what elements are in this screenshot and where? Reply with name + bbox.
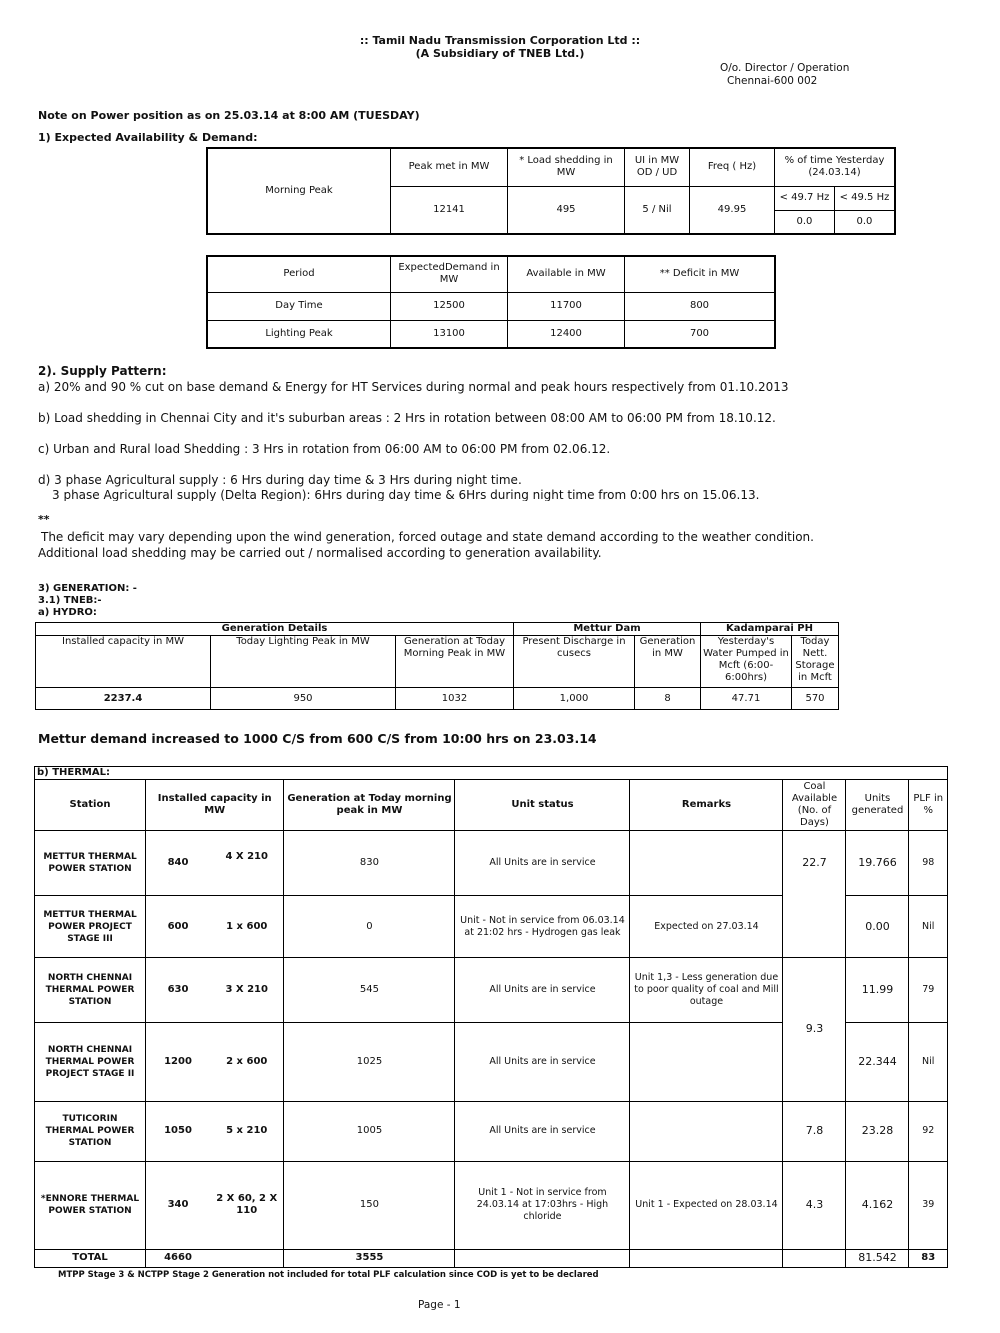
mettur-dam-group: Mettur Dam <box>514 623 701 636</box>
config-cell: 2 X 60, 2 X 110 <box>210 1161 284 1249</box>
total-capacity: 4660 <box>146 1249 211 1267</box>
plf-cell: Nil <box>909 896 948 958</box>
station-cell: METTUR THERMAL POWER PROJECT STAGE III <box>35 896 146 958</box>
units-cell: 19.766 <box>846 831 909 896</box>
lt-497-value: 0.0 <box>775 210 835 234</box>
page-number: Page - 1 <box>418 1299 461 1311</box>
demand-table <box>206 255 776 349</box>
total-plf: 83 <box>909 1249 948 1267</box>
table-row <box>207 292 775 320</box>
thermal-title: b) THERMAL: <box>35 767 948 780</box>
generation-cell: 1025 <box>284 1023 455 1101</box>
office-line-2: Chennai-600 002 <box>727 75 818 87</box>
plf-cell: 39 <box>909 1161 948 1249</box>
ui-header: UI in MW OD / UD <box>625 148 690 186</box>
water-pumped-value: 47.71 <box>701 688 792 710</box>
installed-capacity-header: Installed capacity in MW <box>36 636 211 688</box>
deficit-cell: 700 <box>625 320 776 348</box>
station-cell: METTUR THERMAL POWER STATION <box>35 831 146 896</box>
total-row <box>35 1249 948 1267</box>
total-label: TOTAL <box>35 1249 146 1267</box>
available-cell: 12400 <box>508 320 625 348</box>
kadamparai-group: Kadamparai PH <box>701 623 839 636</box>
thermal-footnote: MTPP Stage 3 & NCTPP Stage 2 Generation not included for total PLF calculation since COD is yet to be declared <box>58 1270 599 1280</box>
deficit-header: ** Deficit in MW <box>625 256 776 292</box>
expected-cell: 13100 <box>391 320 508 348</box>
unit-status-header: Unit status <box>455 780 630 831</box>
mettur-generation-header: Generation in MW <box>635 636 701 688</box>
status-cell: All Units are in service <box>455 1023 630 1101</box>
expected-cell: 12500 <box>391 292 508 320</box>
hydro-title: a) HYDRO: <box>38 607 97 618</box>
supply-b: b) Load shedding in Chennai City and it's suburban areas : 2 Hrs in rotation between 08:00 AM to 06:00 PM from 18.10.12. <box>38 411 776 425</box>
period-cell: Day Time <box>207 292 391 320</box>
remarks-cell: Expected on 27.03.14 <box>630 896 783 958</box>
coal-cell: 7.8 <box>783 1101 846 1161</box>
morning-peak-header: Generation at Today Morning Peak in MW <box>396 636 514 688</box>
lighting-peak-value: 950 <box>211 688 396 710</box>
table-row <box>35 1161 948 1249</box>
station-header: Station <box>35 780 146 831</box>
remarks-cell <box>630 1023 783 1101</box>
water-pumped-header: Yesterday's Water Pumped in Mcft (6:00-6:00hrs) <box>701 636 792 688</box>
expected-demand-header: ExpectedDemand in MW <box>391 256 508 292</box>
units-cell: 23.28 <box>846 1101 909 1161</box>
generation-heading <box>38 583 137 619</box>
table-row <box>35 958 948 1023</box>
total-units: 81.542 <box>846 1249 909 1267</box>
status-cell: Unit 1 - Not in service from 24.03.14 at 17:03hrs - High chloride <box>455 1161 630 1249</box>
status-cell: All Units are in service <box>455 831 630 896</box>
deficit-note: The deficit may vary depending upon the wind generation, forced outage and state demand according to the weather condition. Additional load shedding may be carried out / normalised according to generation availability. <box>38 530 814 560</box>
hydro-table <box>35 622 839 710</box>
capacity-cell: 1050 <box>146 1101 211 1161</box>
remarks-cell: Unit 1,3 - Less generation due to poor quality of coal and Mill outage <box>630 958 783 1023</box>
config-cell: 2 x 600 <box>210 1023 284 1101</box>
remarks-header: Remarks <box>630 780 783 831</box>
generation-title: 3) GENERATION: - <box>38 583 137 594</box>
generation-details-group: Generation Details <box>36 623 514 636</box>
units-header: Units generated <box>846 780 909 831</box>
table-row <box>35 831 948 896</box>
capacity-cell: 840 <box>146 831 211 896</box>
deficit-cell: 800 <box>625 292 776 320</box>
office-line-1: O/o. Director / Operation <box>720 62 850 74</box>
units-cell: 22.344 <box>846 1023 909 1101</box>
lighting-peak-header: Today Lighting Peak in MW <box>211 636 396 688</box>
deficit-mark: ** <box>38 513 50 526</box>
coal-cell: 4.3 <box>783 1161 846 1249</box>
period-header: Period <box>207 256 391 292</box>
generation-cell: 1005 <box>284 1101 455 1161</box>
present-discharge-header: Present Discharge in cusecs <box>514 636 635 688</box>
generation-cell: 830 <box>284 831 455 896</box>
pct-time-header: % of time Yesterday (24.03.14) <box>775 148 896 186</box>
station-cell: NORTH CHENNAI THERMAL POWER PROJECT STAGE II <box>35 1023 146 1101</box>
morning-peak-value: 1032 <box>396 688 514 710</box>
status-cell: Unit - Not in service from 06.03.14 at 21:02 hrs - Hydrogen gas leak <box>455 896 630 958</box>
generation-cell: 150 <box>284 1161 455 1249</box>
config-cell: 5 x 210 <box>210 1101 284 1161</box>
supply-title: 2). Supply Pattern: <box>38 364 167 378</box>
capacity-cell: 600 <box>146 896 211 958</box>
load-shedding-header: * Load shedding in MW <box>508 148 625 186</box>
generation-header: Generation at Today morning peak in MW <box>284 780 455 831</box>
generation-cell: 545 <box>284 958 455 1023</box>
plf-header: PLF in % <box>909 780 948 831</box>
capacity-cell: 340 <box>146 1161 211 1249</box>
coal-cell: 22.7 <box>783 831 846 958</box>
remarks-cell <box>630 1101 783 1161</box>
available-cell: 11700 <box>508 292 625 320</box>
station-cell: NORTH CHENNAI THERMAL POWER STATION <box>35 958 146 1023</box>
table-row <box>207 320 775 348</box>
station-cell: TUTICORIN THERMAL POWER STATION <box>35 1101 146 1161</box>
config-cell: 4 X 210 <box>210 831 284 896</box>
units-cell: 4.162 <box>846 1161 909 1249</box>
remarks-cell <box>630 831 783 896</box>
capacity-header: Installed capacity in MW <box>146 780 284 831</box>
total-generation: 3555 <box>284 1249 455 1267</box>
lt-495-value: 0.0 <box>834 210 895 234</box>
capacity-cell: 1200 <box>146 1023 211 1101</box>
load-shedding-value: 495 <box>508 186 625 234</box>
units-cell: 0.00 <box>846 896 909 958</box>
thermal-table <box>34 766 948 1268</box>
coal-cell: 9.3 <box>783 958 846 1101</box>
config-cell: 1 x 600 <box>210 896 284 958</box>
plf-cell: 92 <box>909 1101 948 1161</box>
supply-d2: 3 phase Agricultural supply (Delta Region): 6Hrs during day time & 6Hrs during night time from 0:00 hrs on 15.06.13. <box>52 488 760 501</box>
period-cell: Lighting Peak <box>207 320 391 348</box>
ui-value: 5 / Nil <box>625 186 690 234</box>
mettur-note: Mettur demand increased to 1000 C/S from 600 C/S from 10:00 hrs on 23.03.14 <box>38 731 597 746</box>
plf-cell: 98 <box>909 831 948 896</box>
coal-header: Coal Available (No. of Days) <box>783 780 846 831</box>
units-cell: 11.99 <box>846 958 909 1023</box>
freq-header: Freq ( Hz) <box>690 148 775 186</box>
remarks-cell: Unit 1 - Expected on 28.03.14 <box>630 1161 783 1249</box>
org-subsidiary: (A Subsidiary of TNEB Ltd.) <box>415 47 585 60</box>
nett-storage-value: 570 <box>792 688 839 710</box>
plf-cell: Nil <box>909 1023 948 1101</box>
available-header: Available in MW <box>508 256 625 292</box>
mettur-generation-value: 8 <box>635 688 701 710</box>
peak-met-value: 12141 <box>391 186 508 234</box>
present-discharge-value: 1,000 <box>514 688 635 710</box>
supply-c: c) Urban and Rural load Shedding : 3 Hrs in rotation from 06:00 AM to 06:00 PM from 02.06.12. <box>38 442 611 456</box>
generation-cell: 0 <box>284 896 455 958</box>
supply-d1: d) 3 phase Agricultural supply : 6 Hrs during day time & 3 Hrs during night time. <box>38 473 522 487</box>
lt-497-header: < 49.7 Hz <box>775 186 835 210</box>
office-address <box>720 62 849 88</box>
note-title: Note on Power position as on 25.03.14 at 8:00 AM (TUESDAY) <box>38 109 420 122</box>
peak-met-header: Peak met in MW <box>391 148 508 186</box>
station-cell: *ENNORE THERMAL POWER STATION <box>35 1161 146 1249</box>
lt-495-header: < 49.5 Hz <box>834 186 895 210</box>
supply-a: a) 20% and 90 % cut on base demand & Energy for HT Services during normal and peak hours respectively from 01.10.2013 <box>38 380 789 394</box>
org-name: :: Tamil Nadu Transmission Corporation Ltd :: <box>359 34 641 47</box>
plf-cell: 79 <box>909 958 948 1023</box>
peak-table <box>206 147 896 235</box>
capacity-cell: 630 <box>146 958 211 1023</box>
table-row <box>35 1101 948 1161</box>
document-header <box>0 34 1000 60</box>
peak-row-label: Morning Peak <box>207 148 391 234</box>
section-1-title: 1) Expected Availability & Demand: <box>38 131 258 144</box>
status-cell: All Units are in service <box>455 958 630 1023</box>
freq-value: 49.95 <box>690 186 775 234</box>
status-cell: All Units are in service <box>455 1101 630 1161</box>
installed-capacity-value: 2237.4 <box>36 688 211 710</box>
nett-storage-header: Today Nett. Storage in Mcft <box>792 636 839 688</box>
config-cell: 3 X 210 <box>210 958 284 1023</box>
generation-sub: 3.1) TNEB:- <box>38 595 102 606</box>
